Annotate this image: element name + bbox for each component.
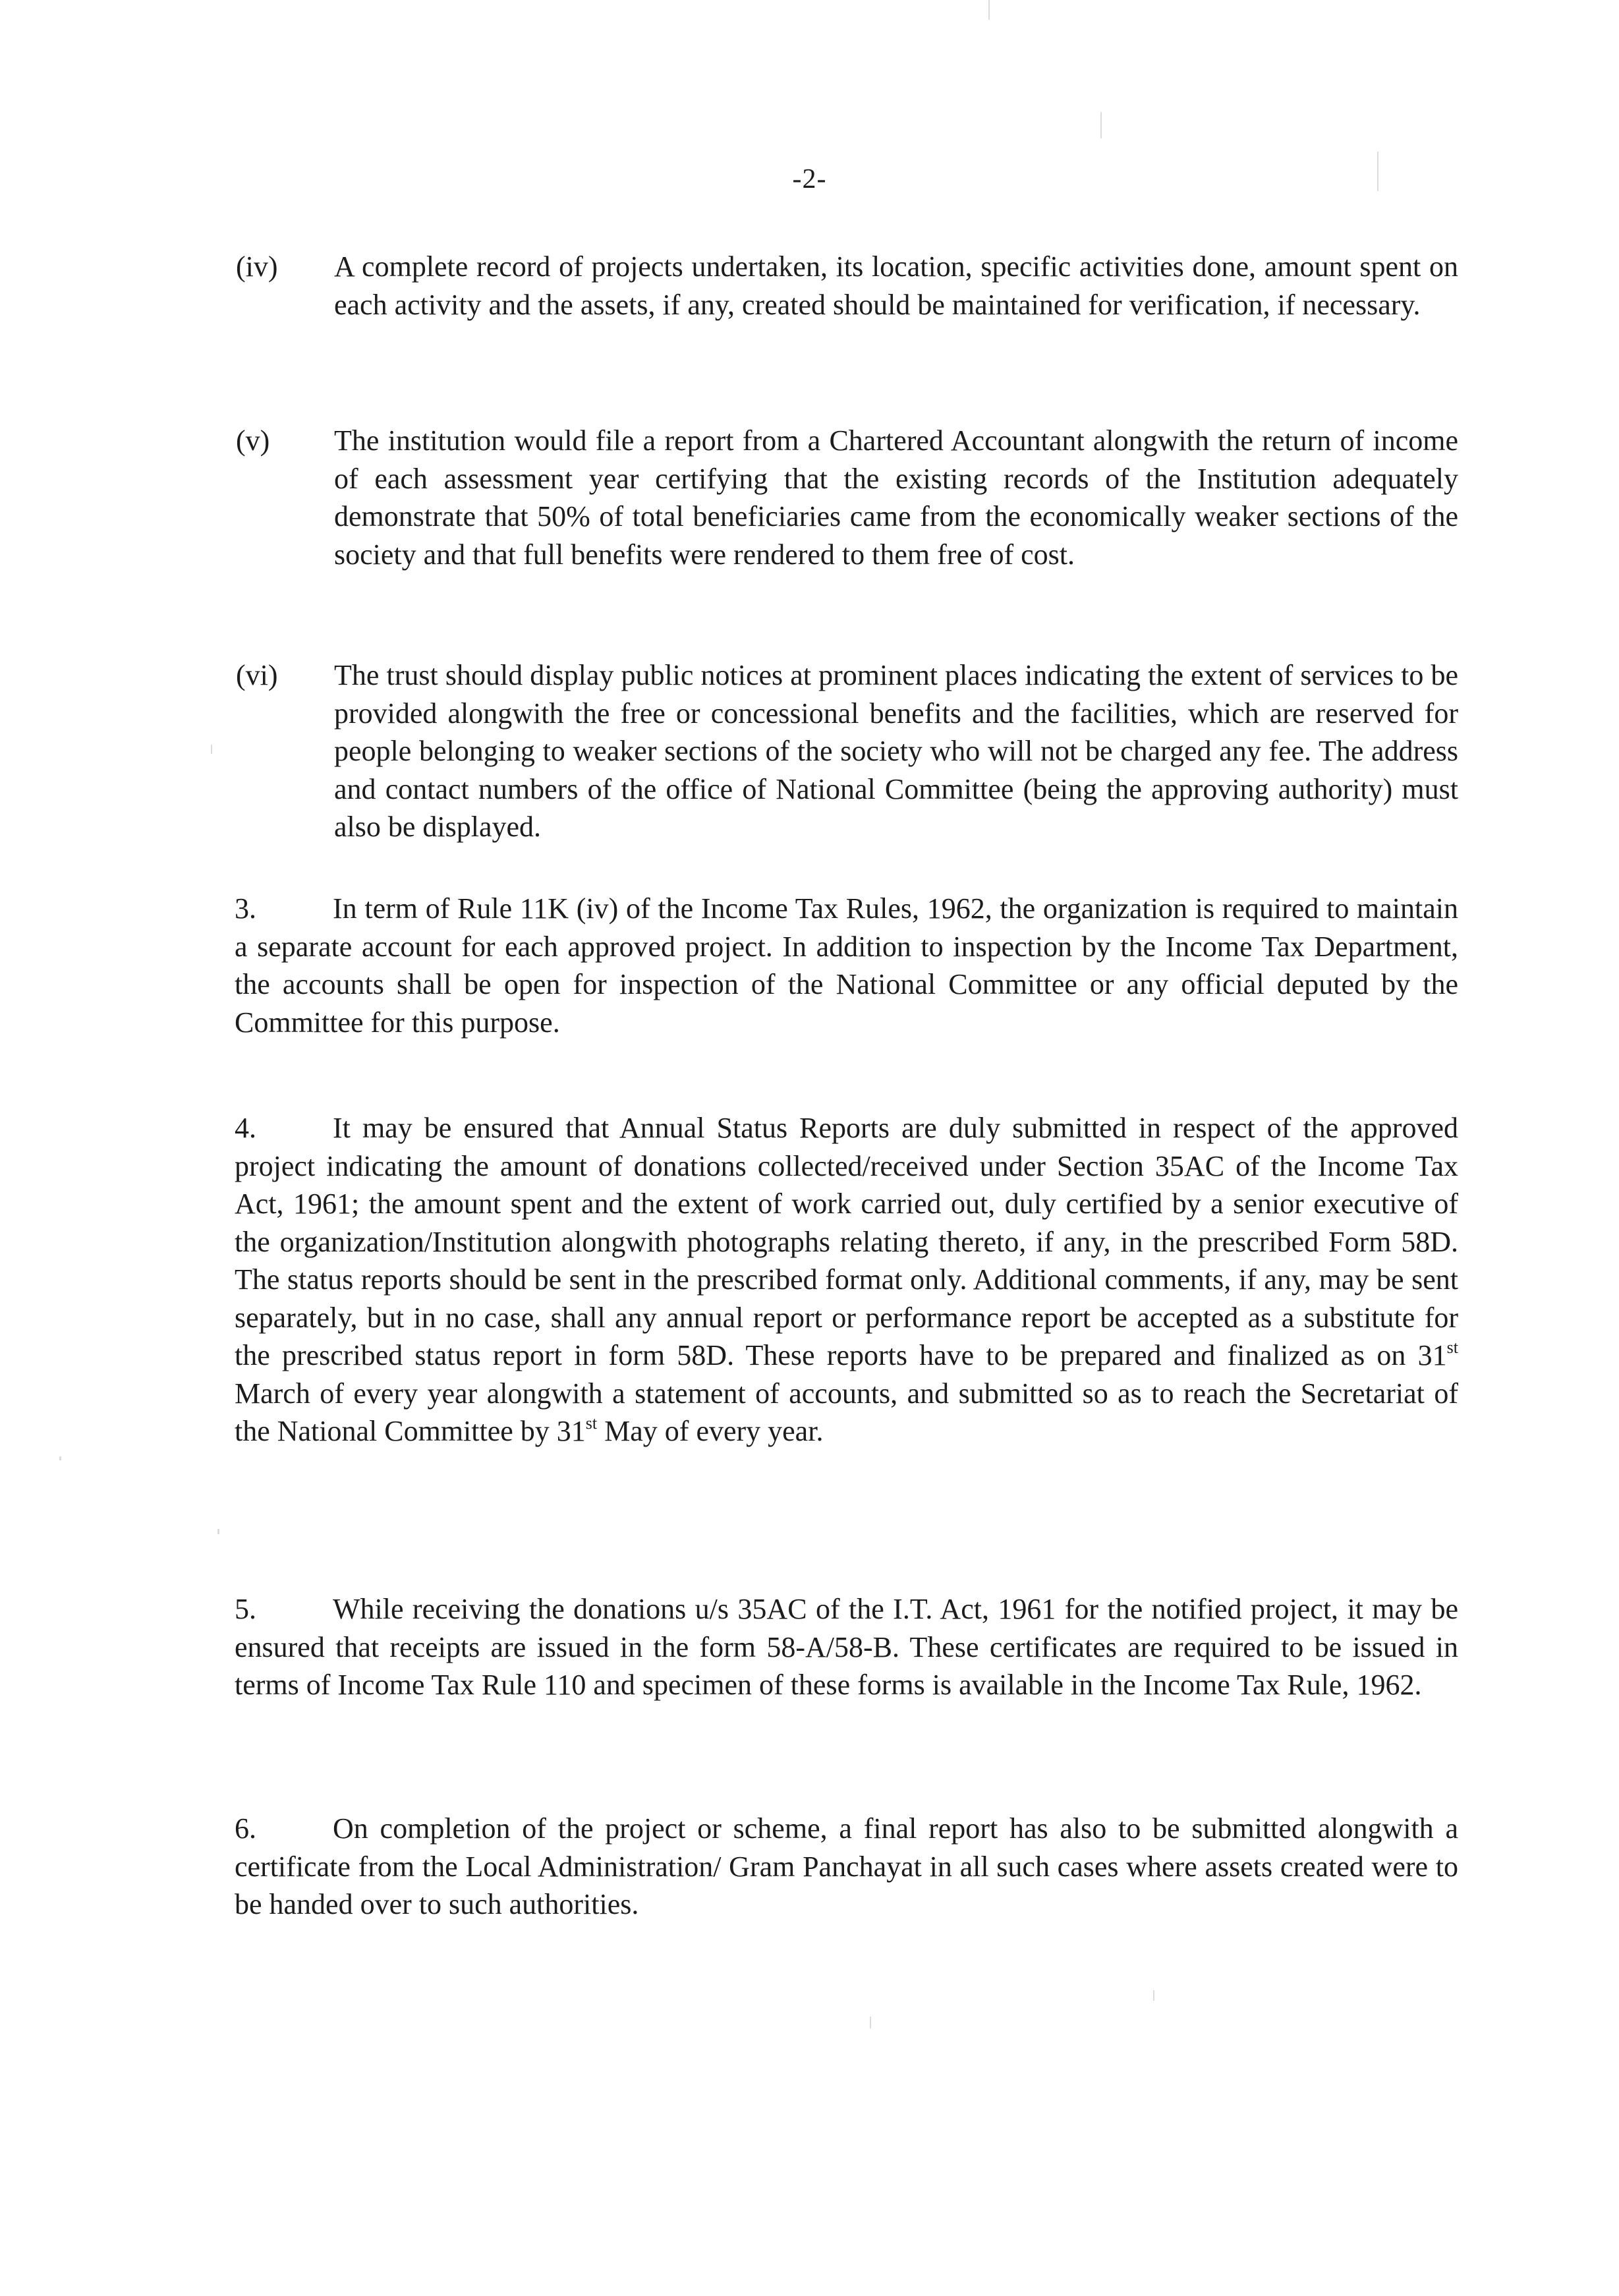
paragraph-text: It may be ensured that Annual Status Reports are duly submitted in respect of the approved project indicating the amount of donations collected/received under Section 35AC of the Income Tax Act, 1961; the amount spent and the extent of work carried out, duly certified by a senior executive of the organization/Institution alongwith photographs relating thereto, if any, in the prescribed Form 58D. The status reports should be sent in the prescribed format only. Additional comments, if any, may be sent separately, but in no case, shall any annual report or performance report be accepted as a substitute for the prescribed status report in form 58D. These reports have to be prepared and finalized as on 31 [235, 1112, 1458, 1371]
paragraph-number: 6. [235, 1812, 256, 1845]
paragraph-text: On completion of the project or scheme, a final report has also to be submitted alongwith a certificate from the Local Administration/ Gram Panchayat in all such cases where assets created were to be handed over to such authorities. [235, 1812, 1458, 1920]
paragraph-text: May of every year. [597, 1415, 824, 1447]
paragraph-text: March of every year alongwith a statement of accounts, and submitted so as to reach the Secretariat of the National Committee by 31 [235, 1377, 1458, 1447]
sub-item-vi [236, 656, 1458, 846]
paragraph-5 [235, 1590, 1458, 1704]
scan-artifact [1153, 1990, 1154, 2001]
scan-artifact [211, 745, 212, 754]
sub-item-iv [236, 248, 1458, 324]
ordinal-suffix: st [1446, 1338, 1458, 1357]
paragraph-number: 5. [235, 1593, 256, 1625]
scan-artifact [1100, 112, 1102, 138]
sub-item-text: The institution would file a report from a Chartered Accountant alongwith the return of income of each assessment year certifying that the existing records of the Institution adequately demonstrate that 50% of total beneficiaries came from the economically weaker sections of the society and that full benefits were rendered to them free of cost. [334, 424, 1458, 571]
scan-artifact [217, 1529, 219, 1534]
scan-artifact [59, 1456, 61, 1460]
sub-item-label: (vi) [236, 659, 278, 691]
paragraph-number: 3. [235, 892, 256, 925]
paragraph-number: 4. [235, 1112, 256, 1144]
scan-artifact [1377, 152, 1378, 191]
paragraph-text: While receiving the donations u/s 35AC of the I.T. Act, 1961 for the notified project, it may be ensured that receipts are issued in the form 58-A/58-B. These certificates are required to be issued in terms of Income Tax Rule 110 and specimen of these forms is available in the Income Tax Rule, 1962. [235, 1593, 1458, 1701]
paragraph-6 [235, 1810, 1458, 1924]
sub-item-label: (iv) [236, 250, 278, 283]
sub-item-text: A complete record of projects undertaken, its location, specific activities done, amount spent on each activity and the assets, if any, created should be maintained for verification, if necessary. [334, 250, 1458, 321]
paragraph-text: In term of Rule 11K (iv) of the Income Tax Rules, 1962, the organization is required to maintain a separate account for each approved project. In addition to inspection by the Income Tax Department, the accounts shall be open for inspection of the National Committee or any official deputed by the Committee for this purpose. [235, 892, 1458, 1039]
page-number: -2- [792, 164, 827, 194]
paragraph-4 [235, 1109, 1458, 1450]
ordinal-suffix: st [585, 1414, 598, 1433]
sub-item-v [236, 422, 1458, 573]
sub-item-label: (v) [236, 424, 270, 457]
sub-item-text: The trust should display public notices at prominent places indicating the extent of services to be provided alongwith the free or concessional benefits and the facilities, which are reserved for people belonging to weaker sections of the society who will not be charged any fee. The address and contact numbers of the office of National Committee (being the approving authority) must also be displayed. [334, 659, 1458, 843]
scan-artifact [870, 2017, 871, 2028]
scan-artifact [988, 0, 990, 20]
paragraph-3 [235, 890, 1458, 1041]
